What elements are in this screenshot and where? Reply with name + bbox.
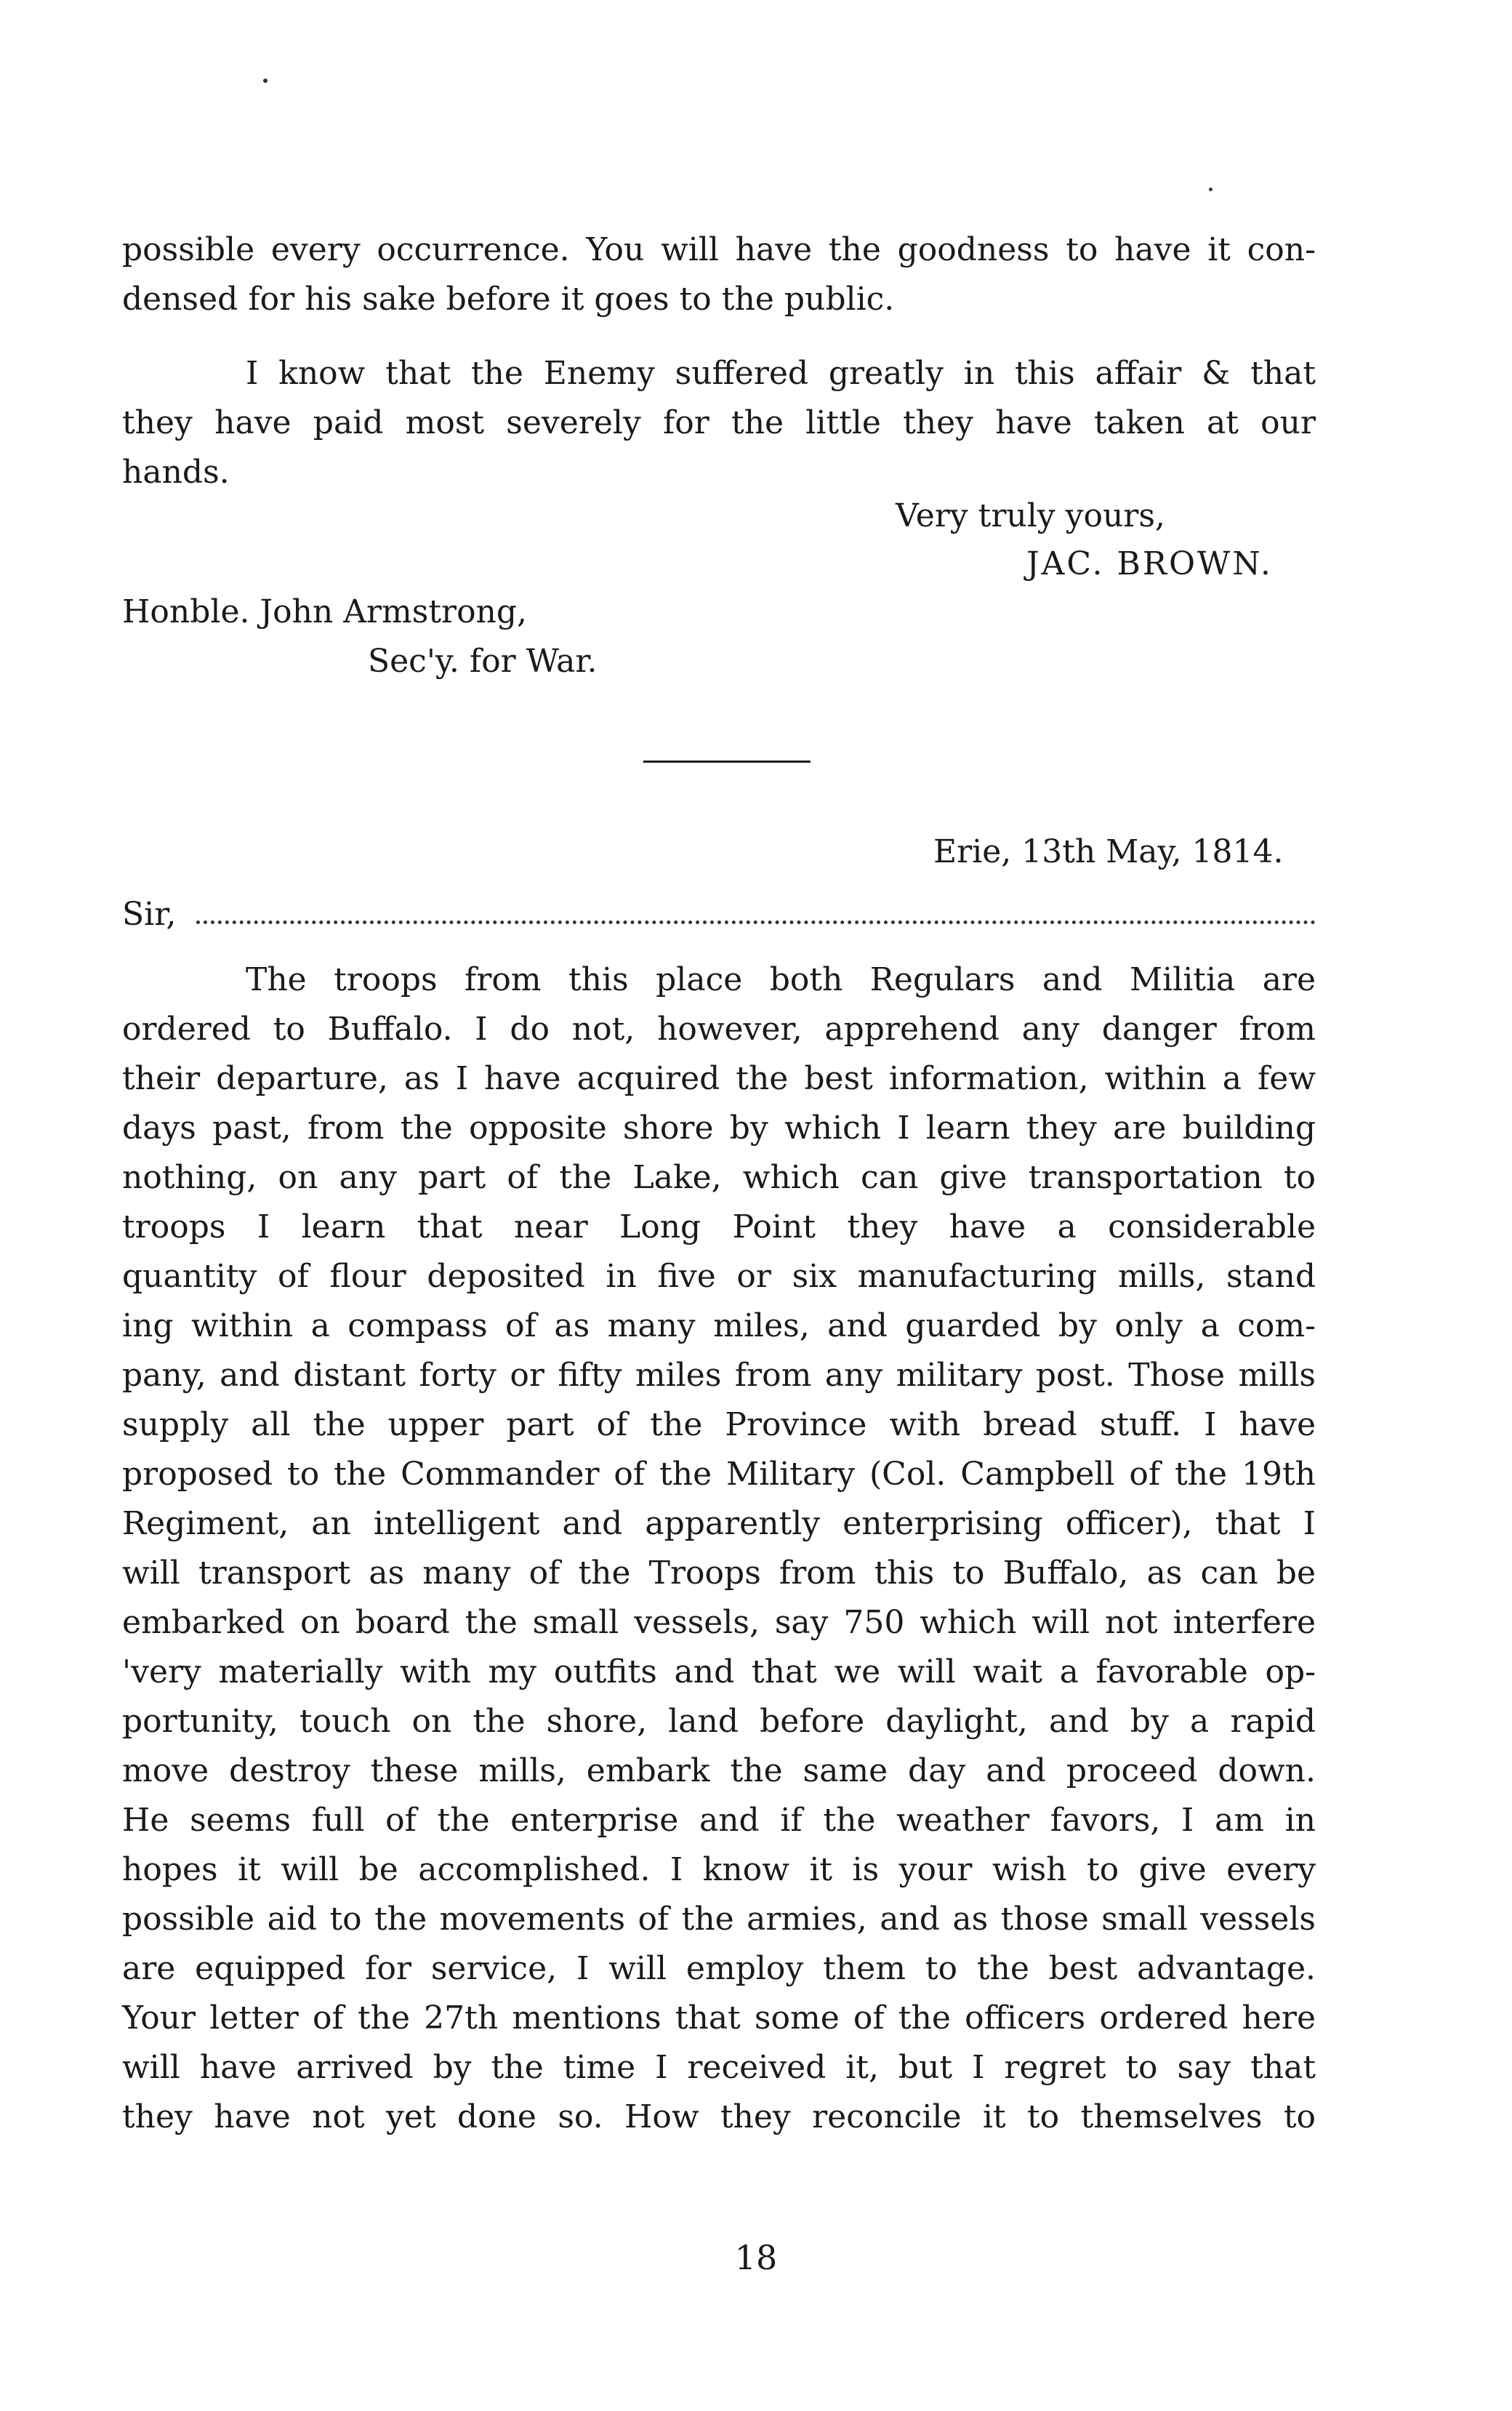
text-line: are equipped for service, I will employ them to the best advantage.: [122, 1950, 1316, 1987]
letter2-salutation: Sir,: [122, 896, 177, 933]
text-line: Regiment, an intelligent and apparently enterprising officer), that I: [122, 1505, 1316, 1542]
print-speck: [1209, 188, 1213, 191]
text-line: their departure, as I have acquired the best information, within a few: [122, 1060, 1316, 1097]
letter1-paragraph-2: [122, 349, 1316, 497]
letter1-paragraph-1: [122, 225, 1316, 324]
text-line: 'very materially with my outfits and that we will wait a favorable op-: [122, 1653, 1316, 1690]
text-line: ing within a compass of as many miles, and guarded by only a com-: [122, 1307, 1316, 1344]
page-number: 18: [734, 2238, 778, 2277]
text-line: possible aid to the movements of the armies, and as those small vessels: [122, 1901, 1316, 1938]
text-line: will transport as many of the Troops from this to Buffalo, as can be: [122, 1554, 1316, 1592]
text-line: quantity of flour deposited in five or six manufacturing mills, stand: [122, 1258, 1316, 1295]
text-line: embarked on board the small vessels, say 750 which will not interfere: [122, 1604, 1316, 1641]
text-line: pany, and distant forty or fifty miles from any military post. Those mills: [122, 1357, 1316, 1394]
addressee-title: Sec'y. for War.: [368, 643, 598, 680]
letter1-closing: Very truly yours,: [896, 497, 1165, 534]
dotted-leader: [196, 920, 1316, 924]
text-line: proposed to the Commander of the Military (Col. Campbell of the 19th: [122, 1456, 1316, 1493]
text-line: they have not yet done so. How they reconcile it to themselves to: [122, 2098, 1316, 2135]
text-line: supply all the upper part of the Province with bread stuff. I have: [122, 1406, 1316, 1443]
text-line: hopes it will be accomplished. I know it is your wish to give every: [122, 1851, 1316, 1888]
text-line: days past, from the opposite shore by which I learn they are building: [122, 1110, 1316, 1147]
letter2-body: [122, 955, 1316, 2142]
text-line: Your letter of the 27th mentions that some of the officers ordered here: [122, 1999, 1316, 2037]
text-line: nothing, on any part of the Lake, which can give transportation to: [122, 1159, 1316, 1196]
text-line: portunity, touch on the shore, land before daylight, and by a rapid: [122, 1703, 1316, 1740]
addressee-name: Honble. John Armstrong,: [122, 593, 528, 630]
letter2-dateline: Erie, 13th May, 1814.: [933, 833, 1284, 870]
text-line: hands.: [122, 454, 230, 491]
text-line: possible every occurrence. You will have the goodness to have it con-: [122, 231, 1316, 268]
text-line: I know that the Enemy suffered greatly in this affair & that: [246, 355, 1316, 392]
print-speck: [263, 79, 268, 83]
section-divider: [643, 761, 811, 763]
text-line: densed for his sake before it goes to the public.: [122, 281, 895, 318]
text-line: He seems full of the enterprise and if the weather favors, I am in: [122, 1802, 1316, 1839]
text-line: they have paid most severely for the little they have taken at our: [122, 404, 1316, 441]
letter1-signature: JAC. BROWN.: [1026, 545, 1273, 582]
text-line: will have arrived by the time I received it, but I regret to say that: [122, 2049, 1316, 2086]
text-line: The troops from this place both Regulars and Militia are: [246, 961, 1316, 998]
text-line: ordered to Buffalo. I do not, however, apprehend any danger from: [122, 1011, 1316, 1048]
text-line: move destroy these mills, embark the same day and proceed down.: [122, 1752, 1316, 1789]
text-line: troops I learn that near Long Point they have a considerable: [122, 1208, 1316, 1245]
